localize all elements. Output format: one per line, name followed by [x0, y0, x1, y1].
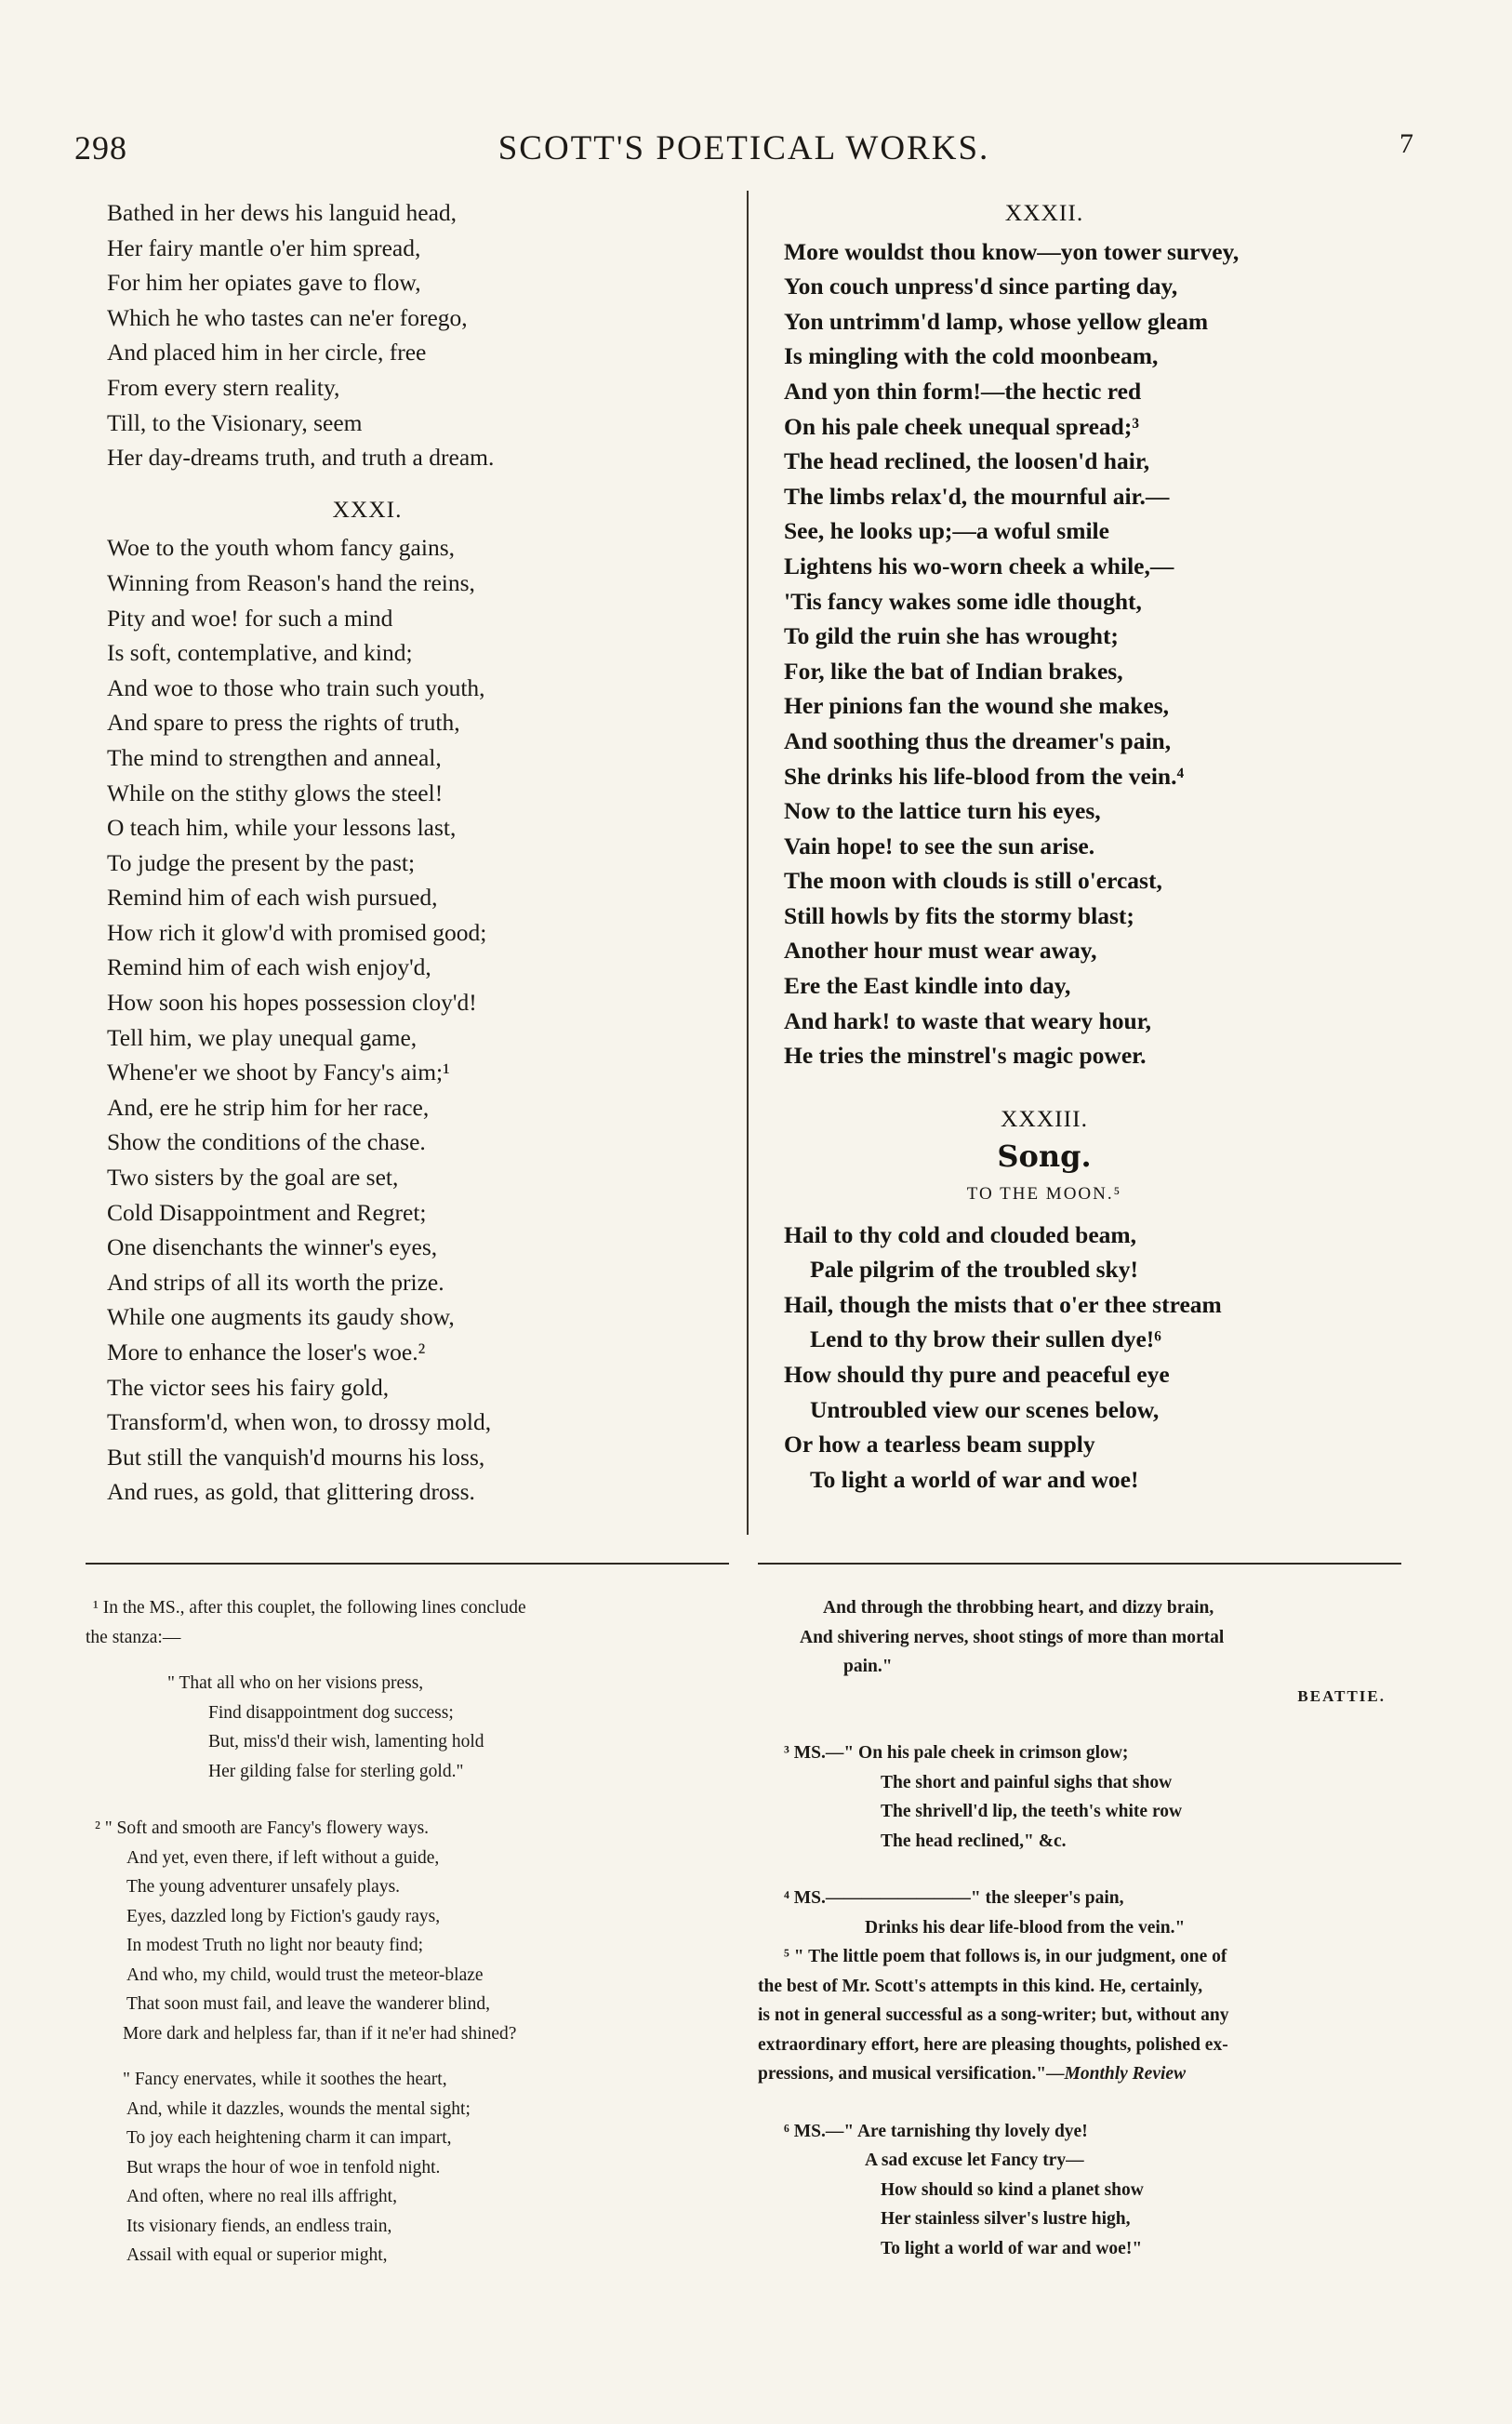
opening-stanza-fragment — [107, 195, 721, 475]
verse-line: But still the vanquish'd mourns his loss, — [107, 1443, 485, 1471]
footnote-quote-line: And, while it dazzles, wounds the mental sight; — [126, 2098, 471, 2119]
footnote-quote-line: " Fancy enervates, while it soothes the heart, — [123, 2070, 447, 2089]
footnotes-left — [86, 1593, 736, 2271]
footnote-attribution: BEATTIE. — [1297, 1686, 1386, 1705]
footnote-quote-line: The short and painful sighs that show — [881, 1772, 1173, 1792]
verse-line: How soon his hopes possession cloy'd! — [107, 989, 477, 1017]
footnote-quote-line: And yet, even there, if left without a guide, — [126, 1847, 440, 1868]
footnote-quote-line: To light a world of war and woe!" — [881, 2238, 1143, 2258]
verse-line: Transform'd, when won, to drossy mold, — [107, 1408, 492, 1436]
stanza-xxxii — [784, 234, 1435, 1073]
footnote-rule-left — [86, 1563, 729, 1565]
verse-line: Two sisters by the goal are set, — [107, 1164, 399, 1192]
verse-line: Lend to thy brow their sullen dye!⁶ — [810, 1325, 1161, 1353]
stanza-number: XXXI. — [332, 495, 403, 523]
footnote-quote-line: Assail with equal or superior might, — [126, 2245, 388, 2265]
verse-line: One disenchants the winner's eyes, — [107, 1233, 438, 1261]
stanza-number: XXXII. — [1004, 199, 1084, 226]
verse-line: The limbs relax'd, the mournful air.— — [784, 482, 1170, 510]
footnote-text: ⁴ MS.————————" the sleeper's pain, — [784, 1888, 1124, 1908]
footnote-text: is not in general successful as a song-writer; but, without any — [758, 2005, 1229, 2025]
verse-line: Another hour must wear away, — [784, 937, 1097, 965]
verse-line: How should thy pure and peaceful eye — [784, 1361, 1170, 1388]
verse-line: Yon untrimm'd lamp, whose yellow gleam — [784, 307, 1209, 335]
footnote-quote-line: The young adventurer unsafely plays. — [126, 1877, 401, 1897]
verse-line: And spare to press the rights of truth, — [107, 709, 460, 737]
verse-line: For, like the bat of Indian brakes, — [784, 657, 1123, 685]
verse-line: Now to the lattice turn his eyes, — [784, 797, 1101, 825]
running-title: SCOTT'S POETICAL WORKS. — [497, 129, 990, 167]
verse-line: While on the stithy glows the steel! — [107, 779, 444, 806]
verse-line: To gild the ruin she has wrought; — [784, 622, 1119, 650]
verse-line: Winning from Reason's hand the reins, — [107, 568, 475, 596]
footnote-1 — [86, 1593, 736, 1786]
verse-line: Hail to thy cold and clouded beam, — [784, 1220, 1137, 1248]
footnote-quote-line: But, miss'd their wish, lamenting hold — [208, 1732, 484, 1751]
footnote-quote-line: And often, where no real ills affright, — [126, 2187, 397, 2206]
verse-line: 'Tis fancy wakes some idle thought, — [784, 587, 1142, 615]
verse-line: Is soft, contemplative, and kind; — [107, 639, 413, 667]
verse-line: More to enhance the loser's woe.² — [107, 1339, 426, 1365]
footnote-quote-line: pain." — [843, 1657, 893, 1676]
page-mark: 7 — [1399, 128, 1413, 159]
verse-line: The mind to strengthen and anneal, — [107, 743, 442, 771]
verse-line: Yon couch unpress'd since parting day, — [784, 273, 1178, 300]
verse-line: On his pale cheek unequal spread;³ — [784, 412, 1139, 440]
footnote-quote-line: More dark and helpless far, than if it ne'er had shined? — [123, 2023, 517, 2044]
verse-line: Tell him, we play unequal game, — [107, 1023, 418, 1051]
verse-line: Is mingling with the cold moonbeam, — [784, 342, 1159, 370]
verse-line: Her day-dreams truth, and truth a dream. — [107, 444, 495, 472]
footnote-text: ⁵ " The little poem that follows is, in our judgment, one of — [784, 1947, 1227, 1966]
footnote-quote-line: To joy each heightening charm it can impart, — [126, 2128, 452, 2148]
footnote-quote-line: Drinks his dear life-blood from the vein." — [865, 1917, 1186, 1938]
footnote-quote-line: Her stainless silver's lustre high, — [881, 2209, 1131, 2229]
verse-line: Show the conditions of the chase. — [107, 1128, 426, 1156]
left-column — [107, 195, 721, 1510]
verse-line: Still howls by fits the stormy blast; — [784, 901, 1134, 929]
verse-line: And hark! to waste that weary hour, — [784, 1006, 1152, 1034]
verse-line: Ere the East kindle into day, — [784, 972, 1071, 1000]
footnote-quote-line: How should so kind a planet show — [881, 2179, 1144, 2200]
verse-line: How rich it glow'd with promised good; — [107, 918, 487, 946]
verse-line: Pity and woe! for such a mind — [107, 604, 393, 632]
footnote-quote-line: Its visionary fiends, an endless train, — [126, 2216, 392, 2236]
footnote-source: Monthly Review — [1064, 2064, 1187, 2084]
verse-line: Pale pilgrim of the troubled sky! — [810, 1256, 1138, 1284]
verse-line: And, ere he strip him for her race, — [107, 1093, 430, 1121]
footnote-quote-line: A sad excuse let Fancy try— — [865, 2151, 1084, 2170]
verse-line: Cold Disappointment and Regret; — [107, 1198, 427, 1226]
footnote-text-part: pressions, and musical versification."— — [758, 2064, 1065, 2084]
verse-line: Bathed in her dews his languid head, — [107, 199, 458, 226]
footnote-quote-line: Her gilding false for sterling gold." — [208, 1761, 464, 1781]
footnote-quote-line: In modest Truth no light nor beauty find; — [126, 1936, 424, 1955]
right-column — [784, 195, 1435, 1497]
verse-line: From every stern reality, — [107, 373, 340, 401]
verse-line: Remind him of each wish enjoy'd, — [107, 953, 431, 981]
verse-line: Untroubled view our scenes below, — [810, 1395, 1160, 1423]
verse-line: Lightens his wo-worn cheek a while,— — [784, 552, 1174, 579]
footnote-text: ⁶ MS.—" Are tarnishing thy lovely dye! — [784, 2121, 1088, 2141]
footnote-quote-line: ² " Soft and smooth are Fancy's flowery ways. — [95, 1818, 430, 1838]
footnote-text: the best of Mr. Scott's attempts in this kind. He, certainly, — [758, 1976, 1203, 1996]
verse-line: He tries the minstrel's magic power. — [784, 1042, 1147, 1070]
footnote-text — [758, 2059, 1418, 2089]
column-divider — [747, 191, 749, 1535]
footnote-3 — [758, 1738, 1418, 1856]
verse-line: And rues, as gold, that glittering dross. — [107, 1478, 475, 1506]
verse-line: And yon thin form!—the hectic red — [784, 377, 1142, 405]
verse-line: Remind him of each wish pursued, — [107, 884, 438, 912]
footnote-quote-line: The head reclined," &c. — [881, 1831, 1067, 1851]
verse-line: Whene'er we shoot by Fancy's aim;¹ — [107, 1059, 450, 1086]
footnote-quote-line: The shrivell'd lip, the teeth's white row — [881, 1802, 1183, 1821]
verse-line: And woe to those who train such youth, — [107, 673, 485, 701]
footnote-quote-line: And shivering nerves, shoot stings of more than mortal — [800, 1627, 1225, 1647]
stanza-number: XXXIII. — [1000, 1104, 1089, 1132]
footnote-quote-line: " That all who on her visions press, — [167, 1673, 424, 1693]
footnote-4 — [758, 1884, 1418, 1942]
page-header — [74, 128, 1413, 175]
stanza-xxxi — [107, 530, 721, 1510]
verse-line: The head reclined, the loosen'd hair, — [784, 447, 1150, 475]
verse-line: To light a world of war and woe! — [810, 1465, 1139, 1493]
verse-line: Her fairy mantle o'er him spread, — [107, 233, 421, 261]
verse-line: More wouldst thou know—yon tower survey, — [784, 237, 1240, 265]
verse-line: While one augments its gaudy show, — [107, 1303, 455, 1331]
verse-line: Which he who tastes can ne'er forego, — [107, 303, 468, 331]
verse-line: Hail, though the mists that o'er thee stream — [784, 1290, 1222, 1318]
song-title: Song. — [997, 1139, 1092, 1175]
footnote-5 — [758, 1942, 1418, 2089]
verse-line: And placed him in her circle, free — [107, 339, 427, 366]
footnote-quote-line: That soon must fail, and leave the wanderer blind, — [126, 1994, 490, 2014]
footnote-quote-line: Find disappointment dog success; — [208, 1702, 454, 1723]
verse-line: The victor sees his fairy gold, — [107, 1373, 390, 1401]
verse-line: She drinks his life-blood from the vein.⁴ — [784, 762, 1185, 790]
footnote-2-continued — [758, 1593, 1418, 1711]
footnote-text: ¹ In the MS., after this couplet, the following lines conclude — [93, 1598, 526, 1618]
footnote-quote-line: But wraps the hour of woe in tenfold night. — [126, 2157, 441, 2178]
footnote-text: extraordinary effort, here are pleasing thoughts, polished ex- — [758, 2034, 1228, 2055]
verse-line: To judge the present by the past; — [107, 848, 416, 876]
footnote-6 — [758, 2117, 1418, 2264]
verse-line: The moon with clouds is still o'ercast, — [784, 867, 1162, 895]
verse-line: And strips of all its worth the prize. — [107, 1268, 444, 1296]
footnotes-right — [758, 1593, 1418, 2263]
verse-line: Vain hope! to see the sun arise. — [784, 832, 1095, 859]
verse-line: Or how a tearless beam supply — [784, 1431, 1095, 1458]
verse-line: Till, to the Visionary, seem — [107, 408, 363, 436]
footnote-quote-line: And through the throbbing heart, and dizzy brain, — [823, 1598, 1214, 1618]
verse-line: Her pinions fan the wound she makes, — [784, 692, 1169, 720]
verse-line: For him her opiates gave to flow, — [107, 269, 421, 297]
verse-line: O teach him, while your lessons last, — [107, 814, 457, 842]
footnote-quote-line: And who, my child, would trust the meteor-blaze — [126, 1965, 484, 1985]
footnote-quote-line: Eyes, dazzled long by Fiction's gaudy rays, — [126, 1906, 441, 1926]
verse-line: And soothing thus the dreamer's pain, — [784, 726, 1172, 754]
song-subtitle: TO THE MOON.⁵ — [966, 1184, 1122, 1205]
footnote-text: the stanza:— — [86, 1627, 181, 1647]
footnote-rule-right — [758, 1563, 1401, 1565]
footnote-text: ³ MS.—" On his pale cheek in crimson glow; — [784, 1743, 1129, 1763]
footnote-2 — [86, 1814, 736, 2271]
verse-line: See, he looks up;—a woful smile — [784, 517, 1109, 545]
verse-line: Woe to the youth whom fancy gains, — [107, 534, 455, 562]
stanza-xxxiii-song — [784, 1218, 1435, 1498]
page-number: 298 — [74, 129, 127, 166]
